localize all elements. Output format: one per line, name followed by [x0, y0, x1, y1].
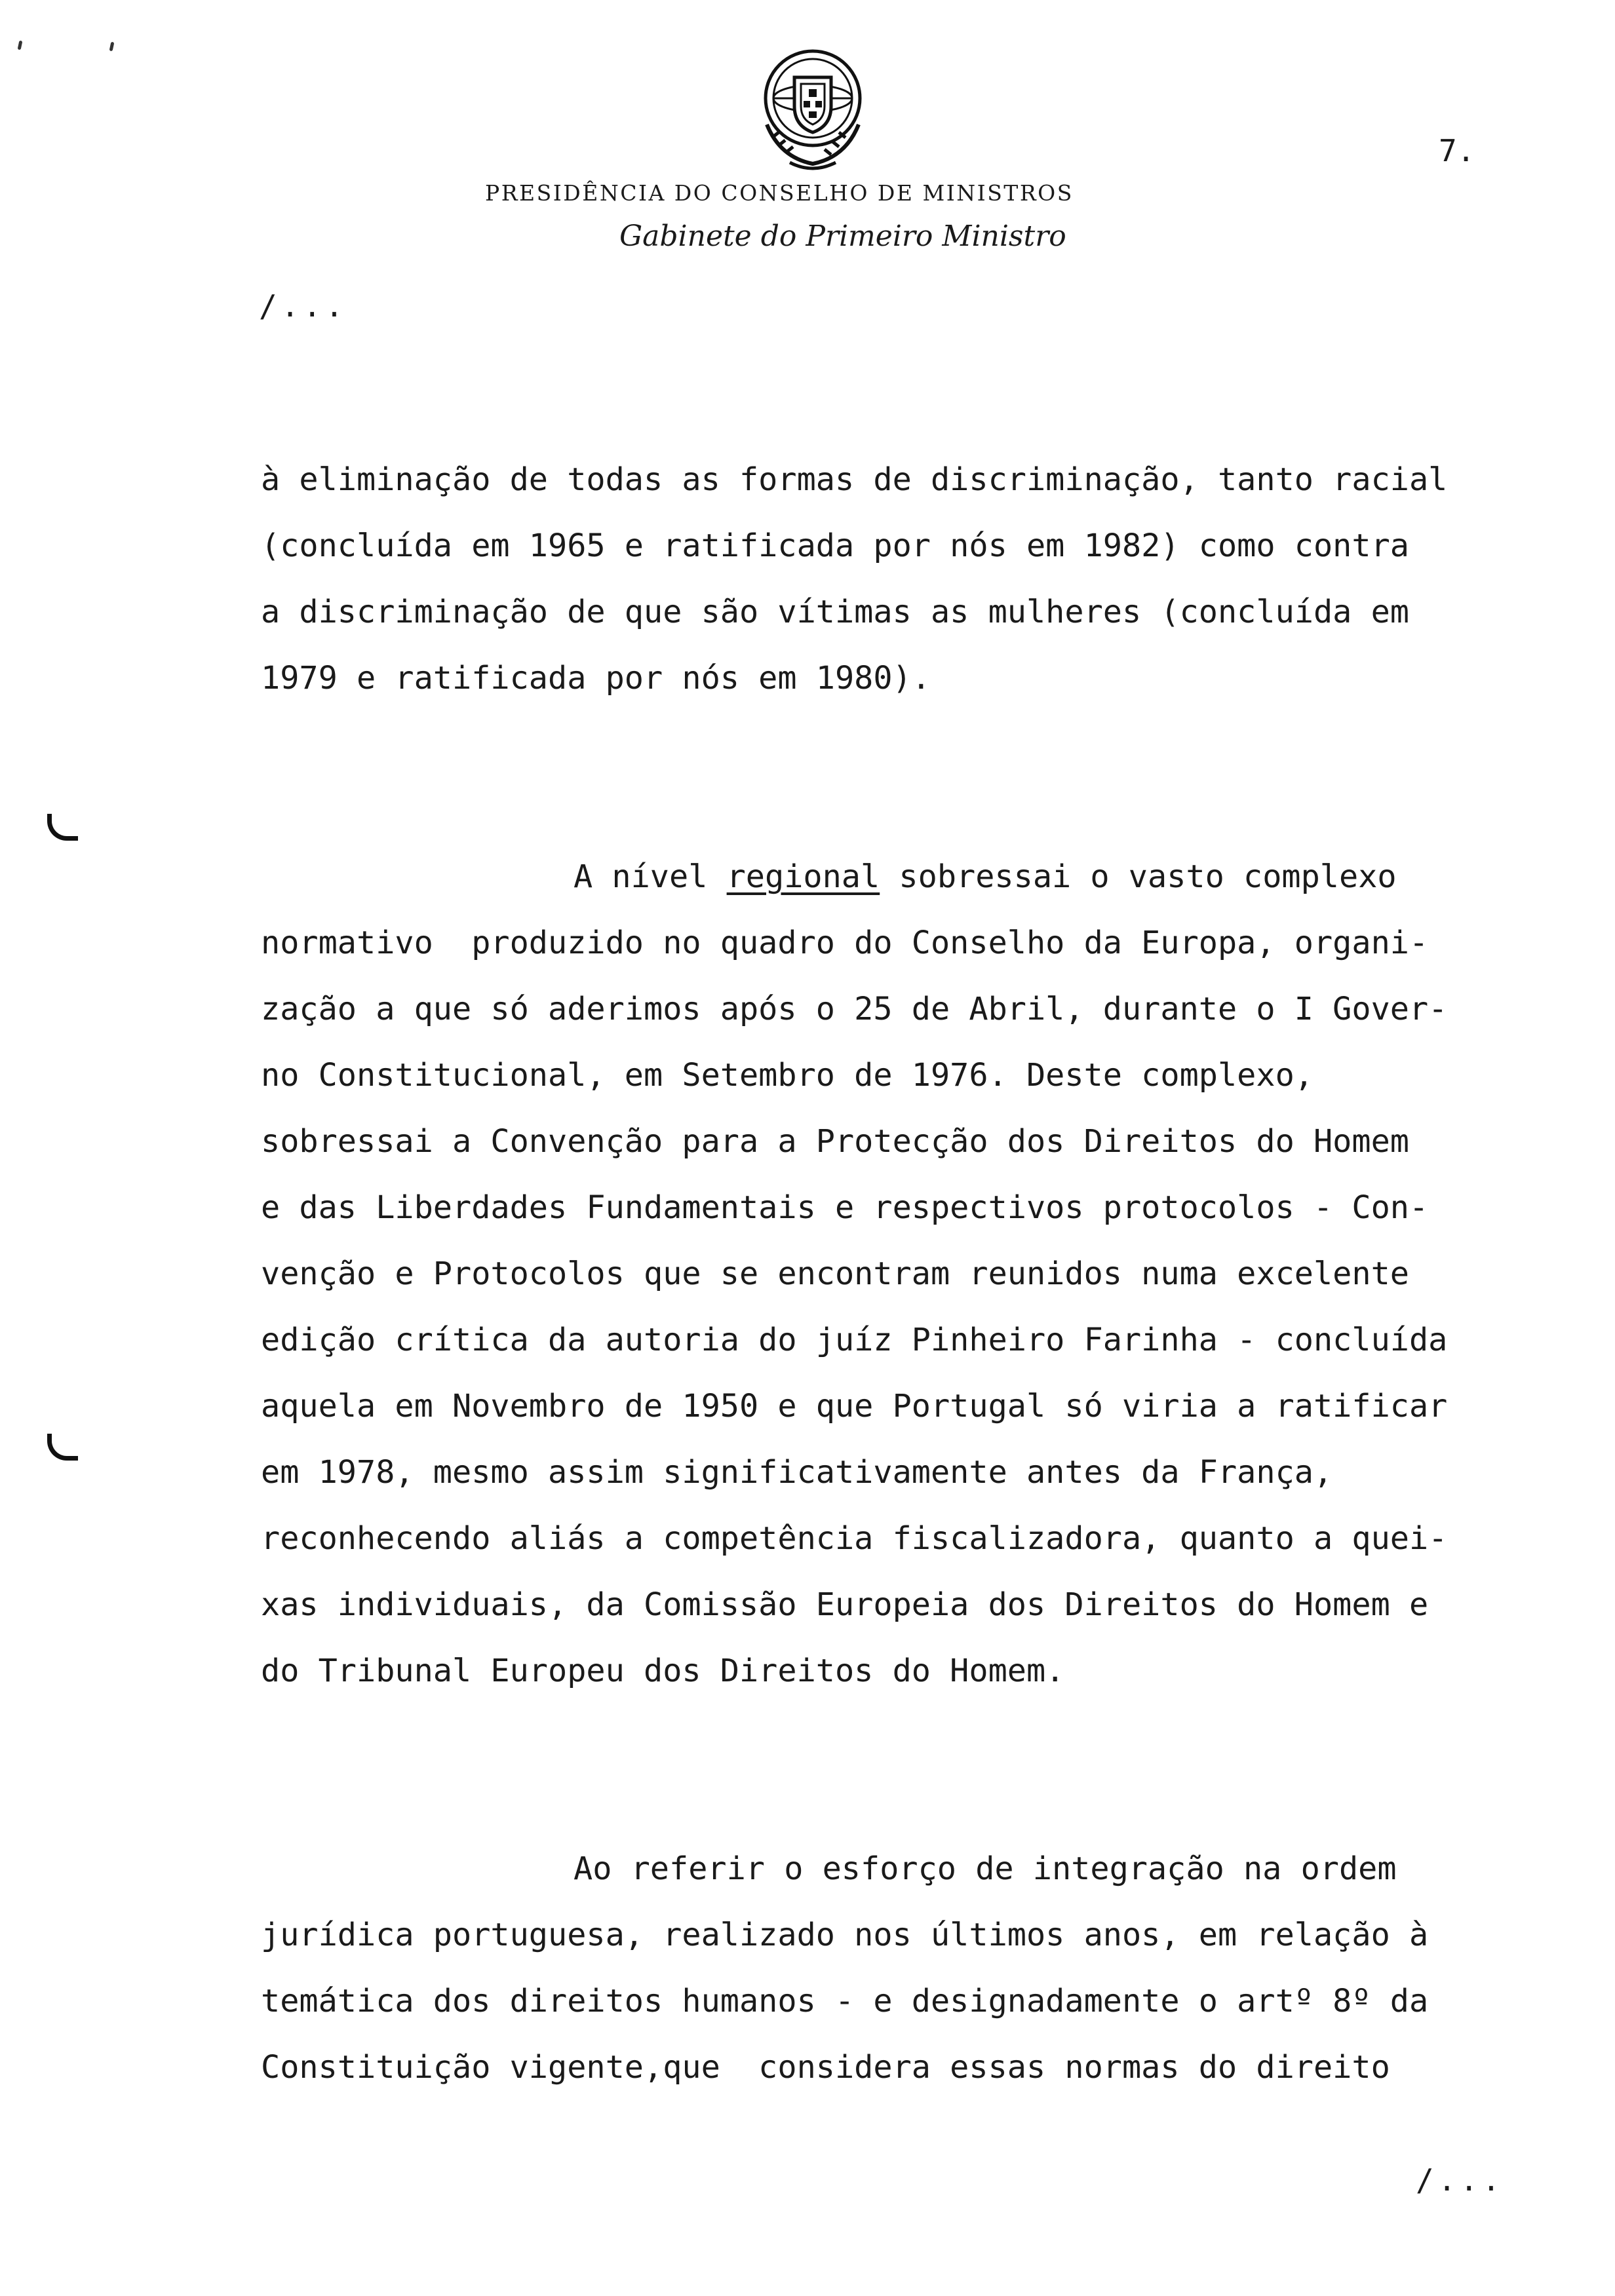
body-line: xas individuais, da Comissão Europeia dos Direitos do Homem e	[261, 1586, 1429, 1623]
paragraph-first-line: Ao referir o esforço de integração na ordem	[574, 1850, 1397, 1887]
body-line: jurídica portuguesa, realizado nos últimos anos, em relação à	[261, 1917, 1429, 1953]
body-line: normativo produzido no quadro do Conselho da Europa, organi-	[261, 925, 1429, 961]
scan-speck	[18, 41, 23, 50]
text-segment: A nível	[574, 858, 727, 895]
body-line: à eliminação de todas as formas de discriminação, tanto racial	[261, 461, 1448, 498]
body-line: aquela em Novembro de 1950 e que Portugal só viria a ratificar	[261, 1388, 1448, 1425]
coat-of-arms-emblem	[741, 46, 885, 177]
body-line: do Tribunal Europeu dos Direitos do Homem.	[261, 1653, 1065, 1689]
continuation-marker-bottom: /...	[1416, 2162, 1504, 2198]
body-line: a discriminação de que são vítimas as mulheres (concluída em	[261, 594, 1409, 630]
body-line: reconhecendo aliás a competência fiscalizadora, quanto a quei-	[261, 1520, 1448, 1557]
body-line: temática dos direitos humanos - e designadamente o artº 8º da	[261, 1983, 1429, 2019]
underlined-word: regional	[726, 858, 880, 895]
continuation-marker-top: /...	[259, 288, 347, 324]
body-line: edição crítica da autoria do juíz Pinheiro Farinha - concluída	[261, 1322, 1448, 1358]
body-line: venção e Protocolos que se encontram reunidos numa excelente	[261, 1255, 1409, 1292]
body-line: Constituição vigente,que considera essas normas do direito	[261, 2049, 1390, 2086]
body-line: e das Liberdades Fundamentais e respectivos protocolos - Con-	[261, 1189, 1429, 1226]
margin-check-mark	[47, 1434, 78, 1461]
scan-speck	[109, 42, 115, 52]
text-segment: sobressai o vasto complexo	[880, 858, 1397, 895]
page-number: 7.	[1439, 133, 1475, 168]
organization-name: PRESIDÊNCIA DO CONSELHO DE MINISTROS	[485, 180, 1074, 206]
body-line: (concluída em 1965 e ratificada por nós em 1982) como contra	[261, 527, 1409, 564]
body-line: sobressai a Convenção para a Protecção dos Direitos do Homem	[261, 1123, 1409, 1160]
paragraph-first-line	[574, 858, 1397, 895]
body-line: em 1978, mesmo assim significativamente antes da França,	[261, 1454, 1333, 1491]
office-name: Gabinete do Primeiro Ministro	[619, 220, 1066, 253]
body-line: no Constitucional, em Setembro de 1976. Deste complexo,	[261, 1057, 1313, 1094]
margin-check-mark	[47, 814, 78, 841]
body-line: 1979 e ratificada por nós em 1980).	[261, 660, 931, 697]
body-line: zação a que só aderimos após o 25 de Abril, durante o I Gover-	[261, 991, 1448, 1027]
